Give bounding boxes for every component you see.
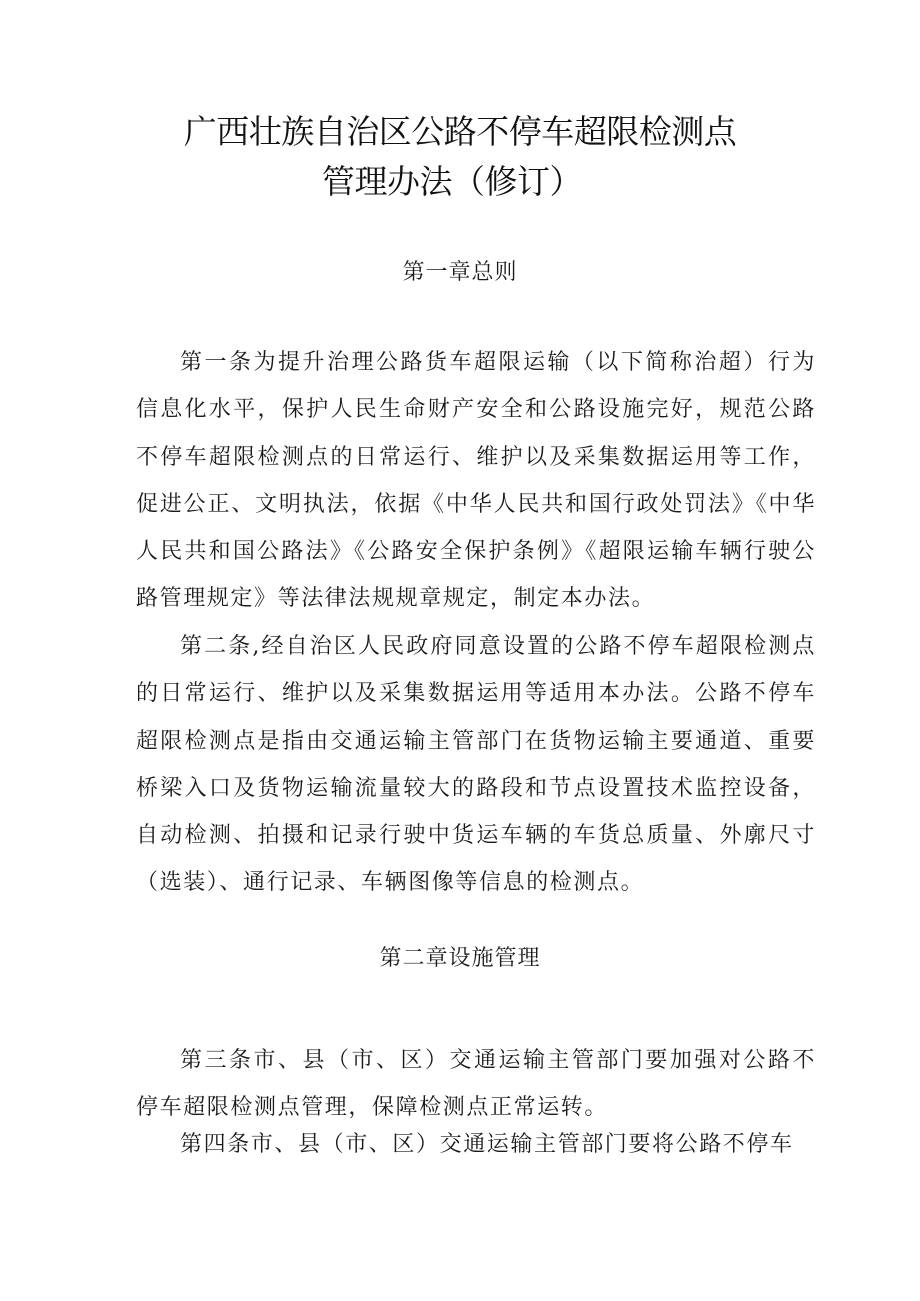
article-3: 第三条市、县（市、区）交通运输主管部门要加强对公路不停车超限检测点管理，保障检测点正常运转。 — [136, 1048, 816, 1121]
chapter-1-heading: 第一章总则 — [402, 260, 518, 285]
article-1: 第一条为提升治理公路货车超限运输（以下简称治超）行为信息化水平，保护人民生命财产安全和公路设施完好，规范公路不停车超限检测点的日常运行、维护以及采集数据运用等工作，促进公正、文明执法，依据《中华人民共和国行政处罚法》《中华人民共和国公路法》《公路安全保护条例》《超限运输车辆行驶公路管理规定》等法律法规规章规定，制定本办法。 — [136, 350, 816, 612]
document-title-line1: 广西壮族自治区公路不停车超限检测点 — [183, 112, 737, 151]
article-2: 第二条,经自治区人民政府同意设置的公路不停车超限检测点的日常运行、维护以及采集数据运用等适用本办法。公路不停车超限检测点是指由交通运输主管部门在货物运输主要通道、重要桥梁入口及货物运输流量较大的路段和节点设置技术监控设备，自动检测、拍摄和记录行驶中货运车辆的车货总质量、外廓尺寸（选装）、通行记录、车辆图像等信息的检测点。 — [136, 634, 816, 896]
chapter-2-heading: 第二章设施管理 — [379, 946, 541, 971]
document-title-line2: 管理办法（修订） — [322, 162, 582, 201]
article-4: 第四条市、县（市、区）交通运输主管部门要将公路不停车 — [180, 1132, 794, 1157]
